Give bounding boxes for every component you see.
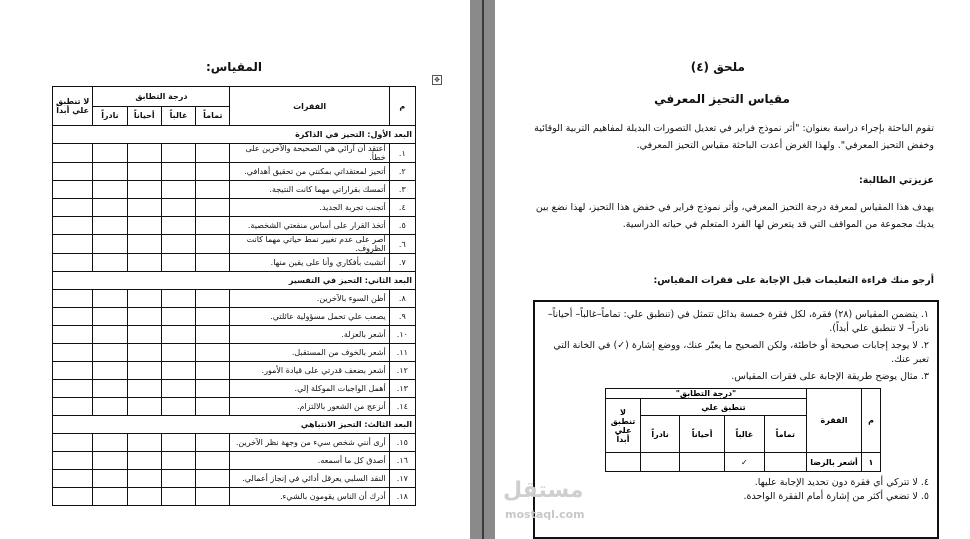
answer-cell-always[interactable] bbox=[196, 488, 230, 506]
item-text: أشعر بالخوف من المستقبل. bbox=[230, 344, 389, 362]
example-row-text: أشعر بالرضا bbox=[807, 453, 862, 472]
example-always: تماماً bbox=[764, 416, 806, 453]
answer-cell-always[interactable] bbox=[196, 434, 230, 452]
answer-cell-sometimes[interactable] bbox=[127, 308, 161, 326]
item-text: يصعب علي تحمل مسؤولية عائلتي. bbox=[230, 308, 389, 326]
answer-cell-sometimes[interactable] bbox=[127, 235, 161, 254]
example-cell-never bbox=[606, 453, 641, 472]
answer-cell-never[interactable] bbox=[53, 217, 93, 235]
item-number: ١٤. bbox=[389, 398, 415, 416]
item-text: أرى أنني شخص سيء من وجهة نظر الآخرين. bbox=[230, 434, 389, 452]
item-number: ٩. bbox=[389, 308, 415, 326]
example-cell-often: ✓ bbox=[725, 453, 765, 472]
answer-cell-rarely[interactable] bbox=[93, 217, 127, 235]
answer-cell-rarely[interactable] bbox=[93, 488, 127, 506]
scale-table bbox=[52, 86, 416, 506]
answer-cell-rarely[interactable] bbox=[93, 308, 127, 326]
table-row bbox=[53, 254, 416, 272]
answer-cell-never[interactable] bbox=[53, 470, 93, 488]
answer-cell-sometimes[interactable] bbox=[127, 254, 161, 272]
table-row bbox=[53, 199, 416, 217]
item-text: أصر على عدم تغيير نمط حياتي مهما كانت الظروف. bbox=[230, 235, 389, 254]
answer-cell-sometimes[interactable] bbox=[127, 199, 161, 217]
item-text: أصدق كل ما أسمعه. bbox=[230, 452, 389, 470]
answer-cell-often[interactable] bbox=[161, 217, 195, 235]
answer-cell-sometimes[interactable] bbox=[127, 470, 161, 488]
answer-cell-never[interactable] bbox=[53, 398, 93, 416]
col-degree: درجة التطابق bbox=[93, 87, 230, 107]
item-number: ١٥. bbox=[389, 434, 415, 452]
answer-cell-never[interactable] bbox=[53, 290, 93, 308]
answer-cell-never[interactable] bbox=[53, 199, 93, 217]
answer-cell-never[interactable] bbox=[53, 380, 93, 398]
answer-cell-often[interactable] bbox=[161, 181, 195, 199]
table-row bbox=[53, 326, 416, 344]
example-sometimes: أحياناً bbox=[680, 416, 725, 453]
answer-cell-rarely[interactable] bbox=[93, 235, 127, 254]
section-header-row bbox=[53, 126, 416, 144]
item-number: ٦. bbox=[389, 235, 415, 254]
answer-cell-always[interactable] bbox=[196, 326, 230, 344]
answer-cell-often[interactable] bbox=[161, 235, 195, 254]
student-paragraph: يهدف هذا المقياس لمعرفة درجة التحيز المعرفي، وأثر نموذج فراير في خفض هذا التحيز، لهذا نضع بين يديك مجموعة من المواقف التي قد يتعرض لها الفرد المتعلم في حياته الدراسية. bbox=[535, 202, 934, 230]
table-row bbox=[53, 488, 416, 506]
table-row bbox=[53, 290, 416, 308]
example-cell-rarely bbox=[641, 453, 680, 472]
answer-cell-rarely[interactable] bbox=[93, 362, 127, 380]
item-number: ٥. bbox=[389, 217, 415, 235]
table-row bbox=[53, 452, 416, 470]
answer-cell-never[interactable] bbox=[53, 144, 93, 163]
answer-cell-rarely[interactable] bbox=[93, 470, 127, 488]
table-row bbox=[53, 434, 416, 452]
answer-cell-rarely[interactable] bbox=[93, 380, 127, 398]
watermark-logo: مستقل bbox=[503, 478, 584, 503]
item-text: أتحيز لمعتقداتي بمكنني من تحقيق أهدافي. bbox=[230, 163, 389, 181]
answer-cell-often[interactable] bbox=[161, 290, 195, 308]
answer-cell-never[interactable] bbox=[53, 254, 93, 272]
answer-cell-always[interactable] bbox=[196, 290, 230, 308]
answer-cell-rarely[interactable] bbox=[93, 452, 127, 470]
item-text: أعتقد أن آرائي هي الصحيحة والآخرين على خطأ. bbox=[230, 144, 389, 163]
item-number: ٣. bbox=[389, 181, 415, 199]
answer-cell-never[interactable] bbox=[53, 163, 93, 181]
answer-cell-sometimes[interactable] bbox=[127, 217, 161, 235]
item-text: أنزعج من الشعور بالالتزام. bbox=[230, 398, 389, 416]
answer-cell-sometimes[interactable] bbox=[127, 344, 161, 362]
table-row bbox=[53, 235, 416, 254]
answer-cell-always[interactable] bbox=[196, 217, 230, 235]
scale-heading: مقياس التحيز المعرفي bbox=[654, 92, 790, 106]
answer-cell-sometimes[interactable] bbox=[127, 452, 161, 470]
example-applies: تنطبق علي bbox=[641, 399, 807, 416]
answer-cell-often[interactable] bbox=[161, 362, 195, 380]
answer-cell-never[interactable] bbox=[53, 326, 93, 344]
answer-cell-never[interactable] bbox=[53, 362, 93, 380]
student-heading: عزيزتي الطالبة: bbox=[858, 175, 934, 186]
answer-cell-never[interactable] bbox=[53, 434, 93, 452]
answer-cell-rarely[interactable] bbox=[93, 144, 127, 163]
scale-body bbox=[53, 126, 416, 506]
table-row bbox=[53, 144, 416, 163]
answer-cell-often[interactable] bbox=[161, 488, 195, 506]
table-move-handle-icon[interactable]: ✥ bbox=[432, 75, 442, 85]
example-col-num: م bbox=[862, 389, 881, 453]
answer-cell-often[interactable] bbox=[161, 144, 195, 163]
item-number: ١٠. bbox=[389, 326, 415, 344]
table-row bbox=[53, 163, 416, 181]
example-cell-always bbox=[764, 453, 806, 472]
table-row bbox=[53, 308, 416, 326]
col-often: غالباً bbox=[161, 106, 195, 126]
example-col-degree: "درجة التطابق" bbox=[606, 389, 807, 399]
intro-paragraph: تقوم الباحثة بإجراء دراسة بعنوان: "أثر نموذج فراير في تعديل التصورات البديلة لمفاهيم التربية الوقائية وخفض التحيز المعرفي". ولهذا الغرض أعدت الباحثة مقياس التحيز المعرفي. bbox=[534, 123, 934, 151]
answer-cell-never[interactable] bbox=[53, 488, 93, 506]
answer-cell-often[interactable] bbox=[161, 163, 195, 181]
answer-cell-always[interactable] bbox=[196, 452, 230, 470]
table-row bbox=[53, 398, 416, 416]
answer-cell-often[interactable] bbox=[161, 199, 195, 217]
answer-cell-often[interactable] bbox=[161, 470, 195, 488]
answer-cell-rarely[interactable] bbox=[93, 199, 127, 217]
answer-cell-never[interactable] bbox=[53, 344, 93, 362]
section-header-row bbox=[53, 416, 416, 434]
answer-cell-sometimes[interactable] bbox=[127, 398, 161, 416]
answer-cell-rarely[interactable] bbox=[93, 254, 127, 272]
instruction-5: ٥. لا تضعي أكثر من إشارة أمام الفقرة الواحدة. bbox=[743, 491, 929, 502]
answer-cell-rarely[interactable] bbox=[93, 434, 127, 452]
answer-cell-sometimes[interactable] bbox=[127, 362, 161, 380]
answer-cell-sometimes[interactable] bbox=[127, 488, 161, 506]
answer-cell-never[interactable] bbox=[53, 452, 93, 470]
answer-cell-always[interactable] bbox=[196, 254, 230, 272]
item-text: أشعر بالعزلة. bbox=[230, 326, 389, 344]
answer-cell-always[interactable] bbox=[196, 308, 230, 326]
example-never: لا تنطبق علي أبداً bbox=[606, 399, 641, 453]
instruction-3: ٣. مثال يوضح طريقة الإجابة على فقرات المقياس. bbox=[731, 371, 929, 382]
answer-cell-often[interactable] bbox=[161, 452, 195, 470]
answer-cell-always[interactable] bbox=[196, 144, 230, 163]
answer-cell-often[interactable] bbox=[161, 380, 195, 398]
answer-cell-often[interactable] bbox=[161, 254, 195, 272]
item-number: ١٦. bbox=[389, 452, 415, 470]
instruction-4: ٤. لا تتركي أي فقرة دون تحديد الإجابة عليها. bbox=[754, 477, 929, 488]
item-text: أظن السوء بالآخرين. bbox=[230, 290, 389, 308]
answer-cell-always[interactable] bbox=[196, 199, 230, 217]
section-title: البعد الأول: التحيز في الذاكرة bbox=[53, 126, 416, 144]
answer-cell-sometimes[interactable] bbox=[127, 163, 161, 181]
col-never: لا تنطبق علي أبداً bbox=[53, 87, 93, 126]
item-number: ١١. bbox=[389, 344, 415, 362]
answer-cell-never[interactable] bbox=[53, 235, 93, 254]
example-col-item: الفقرة bbox=[807, 389, 862, 453]
item-number: ٤. bbox=[389, 199, 415, 217]
instructions-heading: أرجو منك قراءة التعليمات قبل الإجابة على فقرات المقياس: bbox=[653, 275, 934, 286]
page-gutter bbox=[470, 0, 495, 539]
scale-title: المقياس: bbox=[205, 60, 262, 74]
instructions-box bbox=[533, 300, 939, 539]
col-num: م bbox=[389, 87, 415, 126]
answer-cell-often[interactable] bbox=[161, 344, 195, 362]
answer-cell-always[interactable] bbox=[196, 398, 230, 416]
item-text: أتجنب تجربة الجديد. bbox=[230, 199, 389, 217]
item-number: ١٨. bbox=[389, 488, 415, 506]
answer-cell-sometimes[interactable] bbox=[127, 434, 161, 452]
answer-cell-sometimes[interactable] bbox=[127, 326, 161, 344]
item-number: ١٢. bbox=[389, 362, 415, 380]
col-always: تماماً bbox=[196, 106, 230, 126]
answer-cell-often[interactable] bbox=[161, 326, 195, 344]
answer-cell-always[interactable] bbox=[196, 163, 230, 181]
answer-cell-always[interactable] bbox=[196, 181, 230, 199]
answer-cell-often[interactable] bbox=[161, 308, 195, 326]
instruction-2: ٢. لا يوجد إجابات صحيحة أو خاطئة، ولكن الصحيح ما يعبّر عنك، ووضع إشارة (✓) في الخانة التي تعبر عنك. bbox=[553, 340, 929, 365]
answer-cell-often[interactable] bbox=[161, 398, 195, 416]
answer-cell-always[interactable] bbox=[196, 344, 230, 362]
answer-cell-rarely[interactable] bbox=[93, 344, 127, 362]
table-row bbox=[53, 217, 416, 235]
item-text: النقد السلبي يعرقل أدائي في إنجاز أعمالي. bbox=[230, 470, 389, 488]
gutter-divider bbox=[482, 0, 484, 539]
answer-cell-never[interactable] bbox=[53, 308, 93, 326]
example-row-num: ١ bbox=[862, 453, 881, 472]
answer-cell-always[interactable] bbox=[196, 235, 230, 254]
table-row bbox=[53, 470, 416, 488]
example-table bbox=[605, 388, 881, 472]
answer-cell-sometimes[interactable] bbox=[127, 290, 161, 308]
right-document-page bbox=[495, 0, 970, 539]
item-text: أدرك أن الناس يقومون بالشيء. bbox=[230, 488, 389, 506]
item-number: ١٣. bbox=[389, 380, 415, 398]
answer-cell-often[interactable] bbox=[161, 434, 195, 452]
answer-cell-rarely[interactable] bbox=[93, 398, 127, 416]
section-title: البعد الثاني: التحيز في التفسير bbox=[53, 272, 416, 290]
item-text: أتشبث بأفكاري وأنا على يقين منها. bbox=[230, 254, 389, 272]
answer-cell-always[interactable] bbox=[196, 380, 230, 398]
item-number: ٨. bbox=[389, 290, 415, 308]
item-text: أهمل الواجبات الموكلة إلي. bbox=[230, 380, 389, 398]
answer-cell-always[interactable] bbox=[196, 362, 230, 380]
answer-cell-never[interactable] bbox=[53, 181, 93, 199]
section-header-row bbox=[53, 272, 416, 290]
instruction-1: ١. يتضمن المقياس (٢٨) فقرة، لكل فقرة خمسة بدائل تتمثل في (تنطبق علي: تماماً–غالباً– أحياناً– نادراً– لا تنطبق علي أبداً). bbox=[547, 309, 929, 334]
item-text: أتخذ القرار على أساس منفعتي الشخصية. bbox=[230, 217, 389, 235]
example-rarely: نادراً bbox=[641, 416, 680, 453]
answer-cell-sometimes[interactable] bbox=[127, 144, 161, 163]
item-number: ١. bbox=[389, 144, 415, 163]
item-number: ٢. bbox=[389, 163, 415, 181]
watermark-url: mostaql.com bbox=[505, 508, 585, 521]
col-items: الفقرات bbox=[230, 87, 389, 126]
item-number: ٧. bbox=[389, 254, 415, 272]
answer-cell-always[interactable] bbox=[196, 470, 230, 488]
item-number: ١٧. bbox=[389, 470, 415, 488]
table-row bbox=[53, 181, 416, 199]
item-text: أشعر بضعف قدرتي على قيادة الأمور. bbox=[230, 362, 389, 380]
col-sometimes: أحياناً bbox=[127, 106, 161, 126]
example-cell-sometimes bbox=[680, 453, 725, 472]
left-document-page bbox=[0, 0, 470, 539]
answer-cell-rarely[interactable] bbox=[93, 181, 127, 199]
appendix-label: ملحق (٤) bbox=[690, 60, 745, 74]
section-title: البعد الثالث: التحيز الانتباهي bbox=[53, 416, 416, 434]
col-rarely: نادراً bbox=[93, 106, 127, 126]
example-often: غالباً bbox=[725, 416, 765, 453]
answer-cell-sometimes[interactable] bbox=[127, 181, 161, 199]
answer-cell-rarely[interactable] bbox=[93, 290, 127, 308]
item-text: أتمسك بقراراتي مهما كانت النتيجة. bbox=[230, 181, 389, 199]
table-row bbox=[53, 362, 416, 380]
answer-cell-sometimes[interactable] bbox=[127, 380, 161, 398]
answer-cell-rarely[interactable] bbox=[93, 163, 127, 181]
table-row bbox=[53, 380, 416, 398]
answer-cell-rarely[interactable] bbox=[93, 326, 127, 344]
table-row bbox=[53, 344, 416, 362]
